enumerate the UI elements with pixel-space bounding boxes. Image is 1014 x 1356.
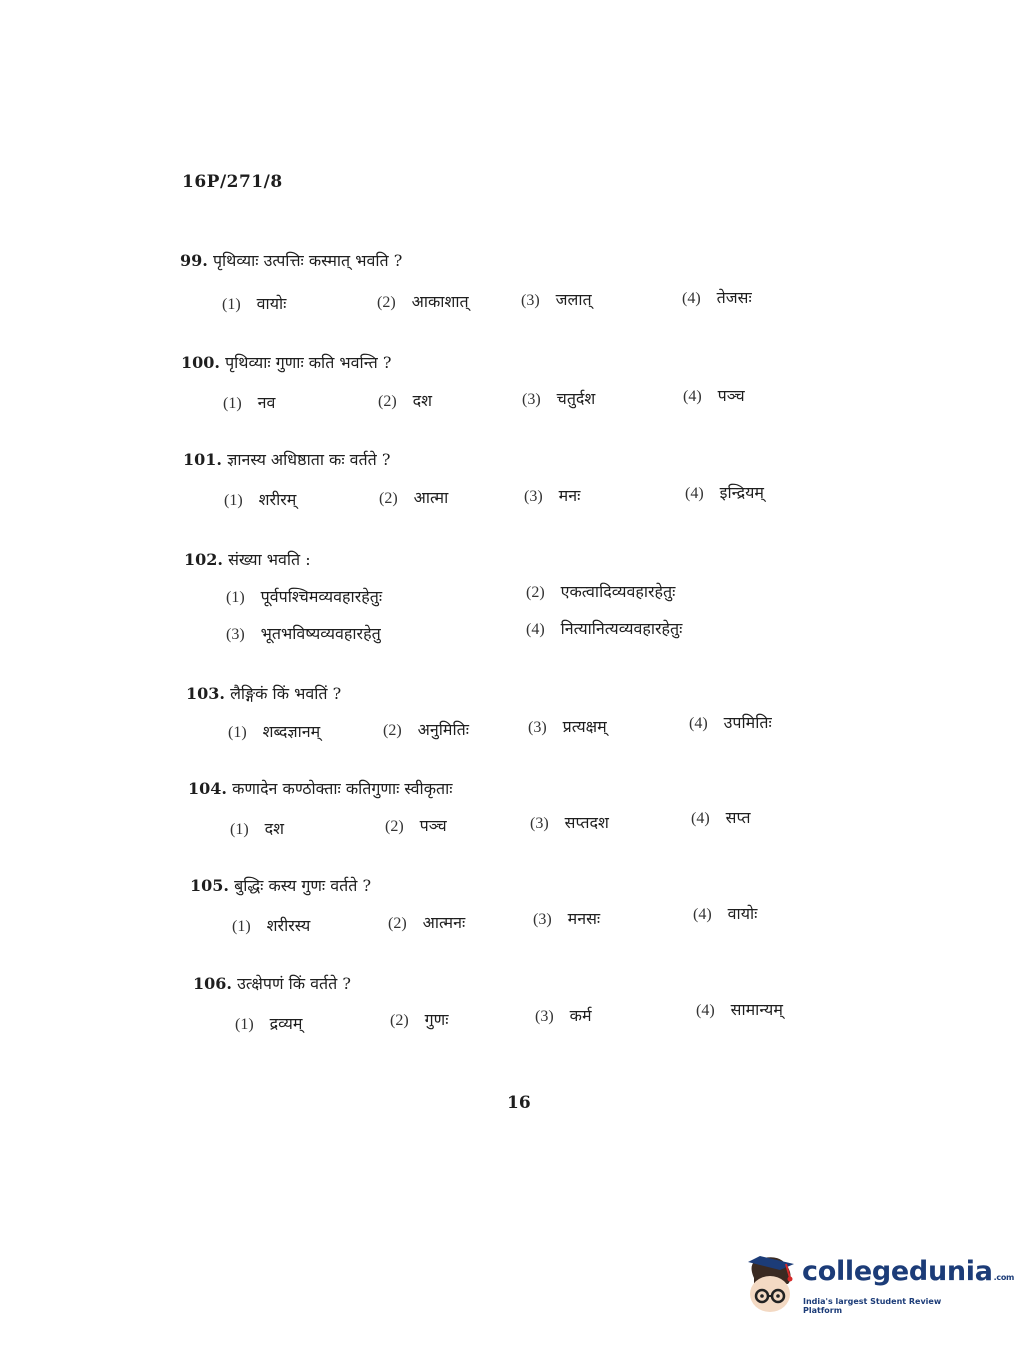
question-number: 106. [193, 974, 232, 993]
option: (4) तेजसः [682, 288, 752, 307]
option: (4) वायोः [693, 904, 758, 923]
paper-code: 16P/271/8 [182, 172, 283, 192]
option: (3) चतुर्दश [522, 389, 596, 408]
question-text: कणादेन कण्ठोक्ताः कतिगुणाः स्वीकृताः [232, 779, 453, 798]
option: (1) दश [230, 819, 285, 838]
option: (3) मनः [524, 486, 581, 505]
page-number: 16 [507, 1093, 531, 1113]
option: (4) इन्द्रियम् [685, 483, 764, 502]
option: (3) जलात् [521, 290, 592, 309]
question-99 [180, 249, 402, 271]
question-number: 99. [180, 251, 208, 270]
question-102 [184, 548, 311, 570]
question-number: 103. [186, 684, 225, 703]
option: (1) वायोः [222, 294, 287, 313]
question-number: 104. [188, 779, 227, 798]
question-101 [183, 448, 390, 470]
option: (1) पूर्वपश्चिमव्यवहारहेतुः [226, 587, 383, 606]
option: (1) शरीरम् [224, 490, 297, 509]
question-103 [186, 682, 341, 704]
question-number: 101. [183, 450, 222, 469]
logo-wordmark: collegedunia.com [802, 1256, 1014, 1287]
question-105 [190, 874, 371, 896]
question-text: बुद्धिः कस्य गुणः वर्तते ? [234, 876, 372, 895]
question-text: उत्क्षेपणं किं वर्तते ? [237, 974, 351, 993]
question-100 [181, 351, 391, 373]
logo-tagline: India's largest Student Review Platform [803, 1297, 942, 1315]
option: (4) पञ्च [683, 386, 745, 405]
question-text: पृथिव्याः गुणाः कति भवन्ति ? [225, 353, 392, 372]
option: (3) मनसः [533, 909, 601, 928]
option: (4) उपमितिः [689, 713, 772, 732]
question-text: लैङ्गिकं किं भवतिं ? [230, 684, 342, 703]
option: (3) कर्म [535, 1006, 592, 1025]
option: (2) एकत्वादिव्यवहारहेतुः [526, 582, 676, 601]
option: (2) आकाशात् [377, 292, 469, 311]
option: (3) भूतभविष्यव्यवहारहेतु [226, 624, 381, 643]
option: (2) अनुमितिः [383, 720, 469, 739]
question-number: 100. [181, 353, 220, 372]
collegedunia-logo [740, 1250, 1014, 1316]
mascot-icon [740, 1250, 800, 1316]
option: (1) नव [223, 393, 276, 412]
option: (3) सप्तदश [530, 813, 609, 832]
option: (2) दश [378, 391, 433, 410]
option: (4) सप्त [691, 808, 751, 827]
option: (2) गुणः [390, 1010, 449, 1029]
option: (1) द्रव्यम् [235, 1014, 303, 1033]
option: (2) आत्मा [379, 488, 449, 507]
option: (2) आत्मनः [388, 913, 466, 932]
question-text: संख्या भवति : [228, 550, 311, 569]
question-106 [193, 972, 351, 994]
question-number: 105. [190, 876, 229, 895]
question-104 [188, 777, 452, 799]
option: (1) शरीरस्य [232, 916, 311, 935]
option: (2) पञ्च [385, 816, 447, 835]
option: (4) नित्यानित्यव्यवहारहेतुः [526, 619, 683, 638]
question-text: पृथिव्याः उत्पत्तिः कस्मात् भवति ? [212, 251, 403, 270]
option: (1) शब्दज्ञानम् [228, 722, 321, 741]
option: (4) सामान्यम् [696, 1000, 783, 1019]
question-text: ज्ञानस्य अधिष्ठाता कः वर्तते ? [227, 450, 391, 469]
question-number: 102. [184, 550, 223, 569]
option: (3) प्रत्यक्षम् [528, 717, 607, 736]
